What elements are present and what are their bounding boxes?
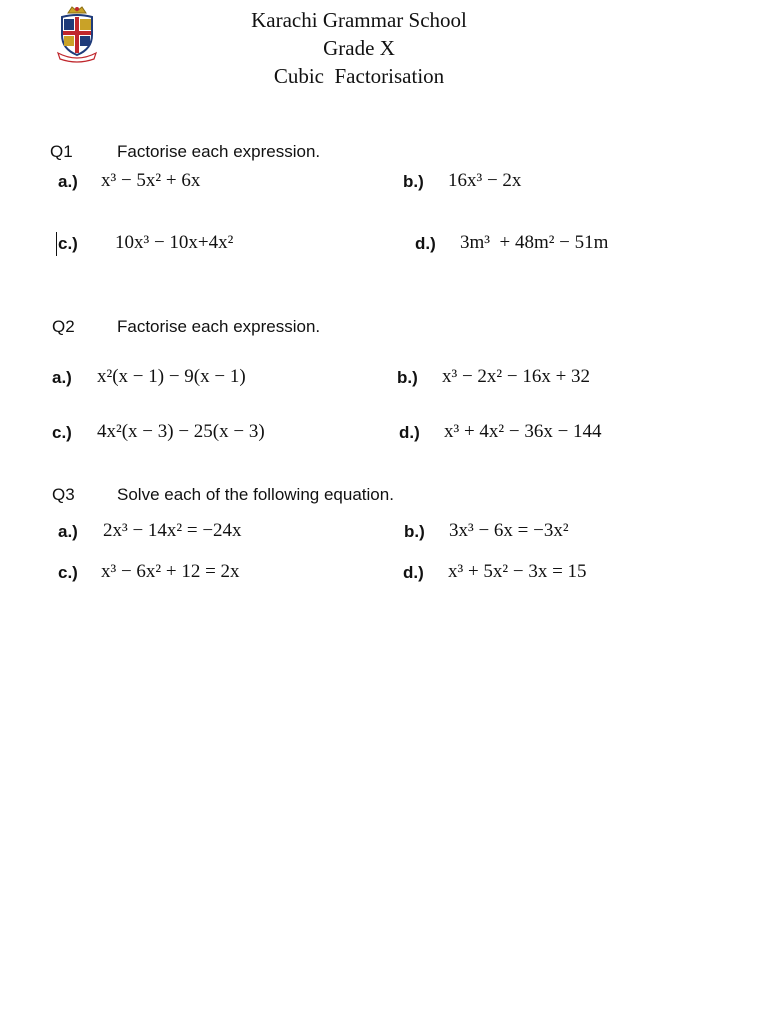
- q1-b-expression: 16x³ − 2x: [448, 170, 522, 191]
- q3-b-label: b.): [404, 522, 425, 541]
- school-name: Karachi Grammar School: [251, 8, 467, 32]
- q3-c-expression: x³ − 6x² + 12 = 2x: [101, 561, 240, 582]
- q2-a-label: a.): [52, 368, 72, 387]
- q3-d-label: d.): [403, 563, 424, 582]
- q2-d-expression: x³ + 4x² − 36x − 144: [444, 421, 602, 442]
- q1-a-label: a.): [58, 172, 78, 191]
- q2-b-expression: x³ − 2x² − 16x + 32: [442, 366, 591, 387]
- q3-number: Q3: [52, 485, 75, 504]
- q1-c-expression: 10x³ − 10x+4x²: [115, 232, 234, 253]
- q3-a-expression: 2x³ − 14x² = −24x: [103, 520, 242, 541]
- q3-a-label: a.): [58, 522, 78, 541]
- q3-c-label: c.): [58, 563, 78, 582]
- q1-d-expression: 3m³ + 48m² − 51m: [460, 232, 609, 253]
- grade-title: Grade X: [323, 36, 395, 60]
- q2-d-label: d.): [399, 423, 420, 442]
- q1-b-label: b.): [403, 172, 424, 191]
- q2-number: Q2: [52, 317, 75, 336]
- q3-d-expression: x³ + 5x² − 3x = 15: [448, 561, 587, 582]
- topic-title: Cubic Factorisation: [273, 64, 445, 88]
- q2-a-expression: x²(x − 1) − 9(x − 1): [97, 366, 246, 387]
- q3-instruction: Solve each of the following equation.: [117, 485, 394, 504]
- q3-b-expression: 3x³ − 6x = −3x²: [449, 520, 569, 541]
- q2-instruction: Factorise each expression.: [117, 317, 321, 336]
- q2-c-label: c.): [52, 423, 72, 442]
- q1-number: Q1: [50, 142, 73, 161]
- q1-instruction: Factorise each expression.: [117, 142, 321, 161]
- q1-c-label: c.): [58, 234, 78, 253]
- q1-a-expression: x³ − 5x² + 6x: [101, 170, 201, 191]
- q2-c-expression: 4x²(x − 3) − 25(x − 3): [97, 421, 265, 442]
- q2-b-label: b.): [397, 368, 418, 387]
- text-cursor: [56, 232, 57, 256]
- q1-d-label: d.): [415, 234, 436, 253]
